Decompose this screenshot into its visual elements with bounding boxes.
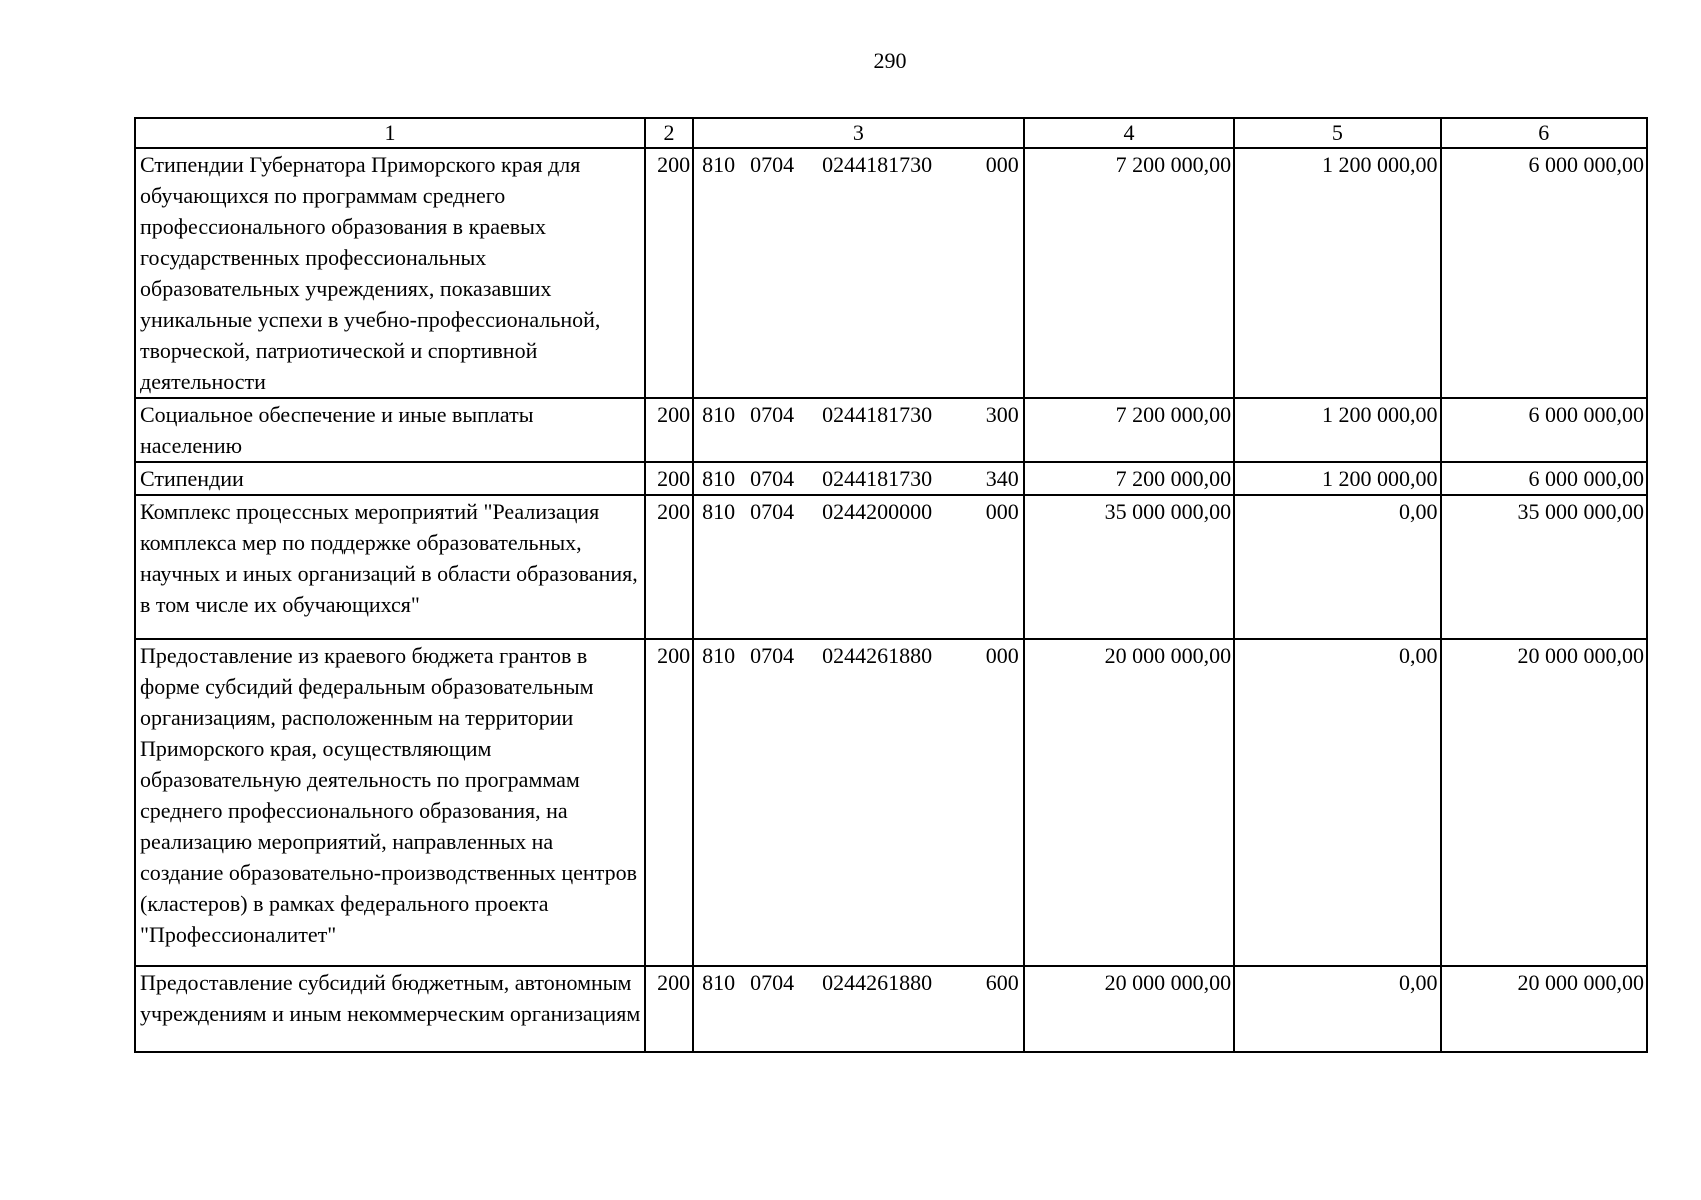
row-section-code: 0704 — [750, 970, 795, 995]
page-number: 290 — [873, 48, 907, 73]
row-col-4: 20 000 000,00 — [1024, 639, 1234, 966]
table-row — [135, 398, 1647, 462]
row-chapter-code: 810 — [702, 499, 736, 524]
row-codes — [693, 462, 1024, 495]
row-col-6: 6 000 000,00 — [1441, 148, 1647, 398]
row-col-6: 6 000 000,00 — [1441, 398, 1647, 462]
row-col-6: 20 000 000,00 — [1441, 639, 1647, 966]
row-section-code: 0704 — [750, 499, 795, 524]
row-target-code: 0244200000 — [822, 499, 933, 524]
row-codes — [693, 495, 1024, 639]
table-row — [135, 148, 1647, 398]
header-col-3: 3 — [693, 118, 1024, 148]
table-row — [135, 966, 1647, 1052]
row-col-4: 35 000 000,00 — [1024, 495, 1234, 639]
header-col-5: 5 — [1234, 118, 1440, 148]
table-row — [135, 639, 1647, 966]
row-target-code: 0244181730 — [822, 466, 933, 491]
header-col-2: 2 — [645, 118, 693, 148]
row-codes — [693, 966, 1024, 1052]
row-section-code: 0704 — [750, 466, 795, 491]
row-type-code: 000 — [985, 643, 1019, 668]
row-col-4: 7 200 000,00 — [1024, 398, 1234, 462]
row-col-2: 200 — [645, 966, 693, 1052]
row-name: Стипендии Губернатора Приморского края для обучающихся по программам среднего профессионального образования в краевых государственных профессиональных образовательных учреждениях, показавших уникальные успехи в учебно-профессиональной, творческой, патриотической и спортивной деятельности — [135, 148, 645, 398]
header-col-4: 4 — [1024, 118, 1234, 148]
row-col-6: 35 000 000,00 — [1441, 495, 1647, 639]
row-col-5: 0,00 — [1234, 966, 1440, 1052]
row-name: Социальное обеспечение и иные выплаты населению — [135, 398, 645, 462]
row-type-code: 000 — [985, 499, 1019, 524]
row-codes — [693, 398, 1024, 462]
row-codes — [693, 148, 1024, 398]
row-name: Предоставление из краевого бюджета грантов в форме субсидий федеральным образовательным организациям, расположенным на территории Приморского края, осуществляющим образовательную деятельность по программам среднего профессионального образования, на реализацию мероприятий, направленных на создание образовательно-производственных центров (кластеров) в рамках федерального проекта "Профессионалитет" — [135, 639, 645, 966]
row-target-code: 0244181730 — [822, 402, 933, 427]
row-col-5: 1 200 000,00 — [1234, 148, 1440, 398]
row-name: Предоставление субсидий бюджетным, автономным учреждениям и иным некоммерческим организациям — [135, 966, 645, 1052]
row-codes — [693, 639, 1024, 966]
header-row — [135, 118, 1647, 148]
row-col-5: 1 200 000,00 — [1234, 398, 1440, 462]
row-section-code: 0704 — [750, 152, 795, 177]
row-col-2: 200 — [645, 148, 693, 398]
row-col-5: 0,00 — [1234, 639, 1440, 966]
row-chapter-code: 810 — [702, 970, 736, 995]
row-type-code: 600 — [985, 970, 1019, 995]
row-col-4: 7 200 000,00 — [1024, 148, 1234, 398]
header-col-1: 1 — [135, 118, 645, 148]
row-target-code: 0244261880 — [822, 970, 933, 995]
row-name: Стипендии — [135, 462, 645, 495]
row-col-2: 200 — [645, 398, 693, 462]
budget-table — [134, 117, 1648, 1053]
row-name: Комплекс процессных мероприятий "Реализация комплекса мер по поддержке образовательных, научных и иных организаций в области образования, в том числе их обучающихся" — [135, 495, 645, 639]
row-col-4: 20 000 000,00 — [1024, 966, 1234, 1052]
table-row — [135, 462, 1647, 495]
row-target-code: 0244261880 — [822, 643, 933, 668]
table-row — [135, 495, 1647, 639]
row-chapter-code: 810 — [702, 152, 736, 177]
row-col-2: 200 — [645, 495, 693, 639]
row-section-code: 0704 — [750, 643, 795, 668]
row-col-2: 200 — [645, 462, 693, 495]
row-col-2: 200 — [645, 639, 693, 966]
row-chapter-code: 810 — [702, 466, 736, 491]
row-col-6: 20 000 000,00 — [1441, 966, 1647, 1052]
row-col-4: 7 200 000,00 — [1024, 462, 1234, 495]
row-section-code: 0704 — [750, 402, 795, 427]
row-chapter-code: 810 — [702, 402, 736, 427]
row-col-5: 1 200 000,00 — [1234, 462, 1440, 495]
row-type-code: 000 — [985, 152, 1019, 177]
row-target-code: 0244181730 — [822, 152, 933, 177]
row-col-5: 0,00 — [1234, 495, 1440, 639]
header-col-6: 6 — [1441, 118, 1647, 148]
row-col-6: 6 000 000,00 — [1441, 462, 1647, 495]
row-type-code: 340 — [985, 466, 1019, 491]
row-chapter-code: 810 — [702, 643, 736, 668]
row-type-code: 300 — [985, 402, 1019, 427]
